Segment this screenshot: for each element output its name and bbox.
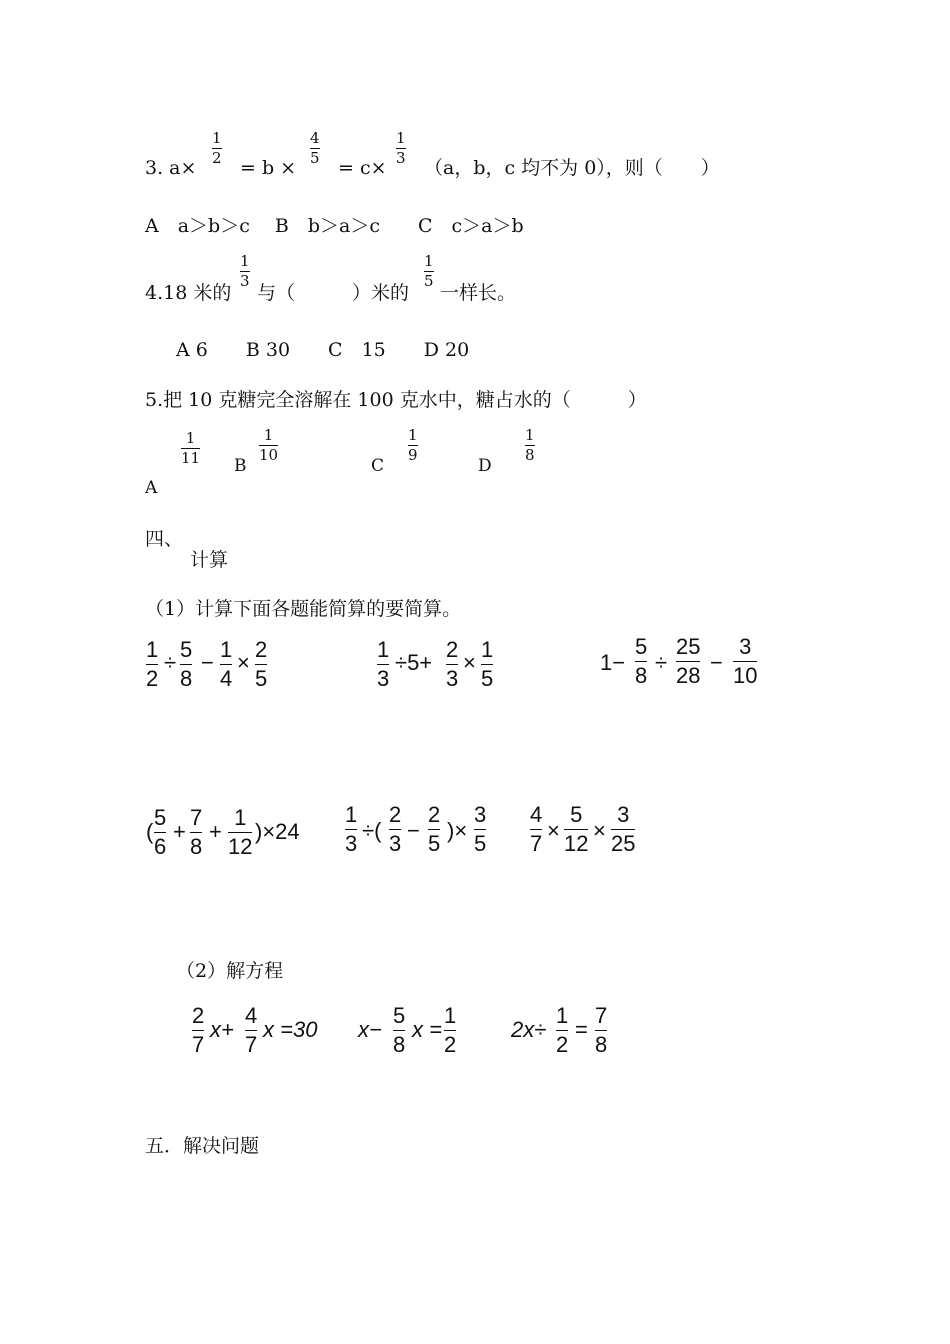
q5-option-a-fraction (181, 431, 200, 466)
q4-options: A 6 B 30 C 15 D 20 (176, 339, 470, 361)
operator: + (173, 819, 186, 844)
fraction-bar (180, 664, 192, 665)
numerator: 1 (481, 637, 494, 662)
fraction-bar (377, 664, 389, 665)
operator: )×24 (255, 819, 300, 844)
equation-term: = (575, 1017, 588, 1042)
denominator: 8 (180, 666, 193, 691)
denominator: 10 (733, 663, 758, 688)
denominator: 2 (556, 1032, 569, 1057)
fraction-bar (474, 829, 486, 830)
numerator: 1 (424, 252, 434, 270)
numerator: 1 (234, 805, 247, 830)
fraction (446, 639, 458, 690)
equation-term: x− (358, 1017, 382, 1042)
fraction (556, 1005, 568, 1056)
q5-option-b-label: B (234, 456, 247, 476)
numerator: 1 (345, 802, 358, 827)
operator: × (593, 818, 606, 843)
numerator: 5 (635, 634, 648, 659)
operator: ÷5+ (395, 650, 433, 675)
operator: )× (447, 818, 468, 843)
denominator: 6 (154, 834, 167, 859)
numerator: 1 (525, 426, 535, 444)
numerator: 1 (185, 429, 196, 447)
denominator: 7 (245, 1032, 258, 1057)
fraction (444, 1005, 456, 1056)
denominator: 2 (146, 666, 159, 691)
equation-term: 2x÷ (511, 1017, 547, 1042)
fraction (154, 807, 166, 858)
denominator: 5 (424, 272, 434, 290)
fraction-bar (611, 829, 635, 830)
q4-suffix: 一样长。 (440, 282, 517, 304)
q3-prefix: 3. a× (145, 157, 197, 179)
numerator: 4 (245, 1003, 258, 1028)
q3-options: A a＞b＞c B b＞a＞c C c＞a＞b (145, 215, 524, 237)
denominator: 11 (181, 449, 201, 467)
operator: × (463, 650, 476, 675)
fraction-bar (345, 829, 357, 830)
section-4-title: 计算 (190, 549, 229, 571)
fraction (190, 807, 202, 858)
operator: − (710, 650, 723, 675)
fraction-bar (595, 1030, 607, 1031)
operator: × (547, 818, 560, 843)
fraction-bar (220, 664, 232, 665)
equation-term: x+ (210, 1017, 234, 1042)
denominator: 10 (259, 446, 279, 464)
fraction-bar (255, 664, 267, 665)
denominator: 12 (228, 834, 253, 859)
numerator: 25 (676, 634, 701, 659)
numerator: 4 (310, 129, 320, 147)
numerator: 1 (240, 252, 250, 270)
numerator: 3 (617, 802, 630, 827)
fraction (530, 804, 542, 855)
q3-suffix: （a，b，c 均不为 0），则（ ） (424, 157, 720, 179)
numerator: 1 (408, 426, 418, 444)
numerator: 1 (444, 1003, 457, 1028)
section-4-part-2: （2）解方程 (176, 960, 284, 982)
fraction-bar (530, 829, 542, 830)
fraction-bar (444, 1030, 456, 1031)
q3-equals-b: = b × (240, 157, 297, 179)
denominator: 3 (240, 272, 250, 290)
numerator: 2 (192, 1003, 205, 1028)
numerator: 5 (180, 637, 193, 662)
numerator: 5 (154, 805, 167, 830)
operator: ÷( (362, 818, 382, 843)
q3-fraction-1 (212, 131, 222, 166)
q4-prefix: 4.18 米的 (145, 282, 232, 304)
denominator: 25 (611, 831, 636, 856)
fraction-bar (192, 1030, 204, 1031)
fraction (611, 804, 635, 855)
fraction (245, 1005, 257, 1056)
fraction-bar (393, 1030, 405, 1031)
numerator: 3 (739, 634, 752, 659)
q5-option-c-fraction (408, 428, 418, 463)
denominator: 9 (408, 446, 418, 464)
denominator: 2 (444, 1032, 457, 1057)
denominator: 3 (389, 831, 402, 856)
fraction (345, 804, 357, 855)
fraction-bar (733, 661, 757, 662)
denominator: 8 (190, 834, 203, 859)
q4-fraction-2 (424, 254, 434, 289)
numerator: 3 (474, 802, 487, 827)
operator: − (407, 818, 420, 843)
fraction (389, 804, 401, 855)
denominator: 5 (310, 149, 320, 167)
q5-option-a-label: A (145, 478, 158, 498)
q5-option-b-fraction (259, 428, 278, 463)
denominator: 8 (635, 663, 648, 688)
fraction (377, 639, 389, 690)
denominator: 4 (220, 666, 233, 691)
fraction (676, 636, 700, 687)
equation-term: x = (412, 1017, 442, 1042)
numerator: 2 (446, 637, 459, 662)
numerator: 2 (255, 637, 268, 662)
numerator: 5 (393, 1003, 406, 1028)
numerator: 7 (595, 1003, 608, 1028)
denominator: 5 (474, 831, 487, 856)
q5-text: 5.把 10 克糖完全溶解在 100 克水中，糖占水的（ ） (145, 389, 647, 411)
numerator: 1 (556, 1003, 569, 1028)
q3-fraction-3 (396, 131, 406, 166)
numerator: 5 (570, 802, 583, 827)
numerator: 1 (396, 129, 406, 147)
fraction-bar (446, 664, 458, 665)
numerator: 1 (212, 129, 222, 147)
section-4-number: 四、 (145, 528, 184, 550)
q5-option-d-label: D (478, 456, 492, 476)
fraction (564, 804, 588, 855)
fraction-bar (190, 832, 202, 833)
denominator: 3 (446, 666, 459, 691)
fraction-bar (228, 832, 252, 833)
operator: ÷ (164, 650, 177, 675)
q3-equals-c: = c× (338, 157, 387, 179)
open-paren: ( (146, 819, 154, 844)
fraction-bar (564, 829, 588, 830)
fraction-bar (389, 829, 401, 830)
q3-fraction-2 (310, 131, 320, 166)
denominator: 8 (595, 1032, 608, 1057)
fraction (474, 804, 486, 855)
fraction (255, 639, 267, 690)
fraction (228, 807, 252, 858)
denominator: 5 (481, 666, 494, 691)
denominator: 5 (428, 831, 441, 856)
denominator: 8 (525, 446, 535, 464)
denominator: 3 (345, 831, 358, 856)
numerator: 1 (146, 637, 159, 662)
denominator: 3 (377, 666, 390, 691)
operator: × (237, 650, 250, 675)
fraction (428, 804, 440, 855)
fraction (192, 1005, 204, 1056)
operator: − (201, 650, 214, 675)
numerator: 2 (389, 802, 402, 827)
fraction (180, 639, 192, 690)
denominator: 28 (676, 663, 701, 688)
operator: + (209, 819, 222, 844)
fraction (733, 636, 757, 687)
operator: 1− (600, 650, 626, 675)
denominator: 2 (212, 149, 222, 167)
denominator: 8 (393, 1032, 406, 1057)
numerator: 1 (377, 637, 390, 662)
fraction (635, 636, 647, 687)
fraction-bar (635, 661, 647, 662)
q4-middle: 与（ ）米的 (257, 282, 410, 304)
fraction (481, 639, 493, 690)
operator: ÷ (655, 650, 668, 675)
equation-term: x =30 (263, 1017, 318, 1042)
fraction (146, 639, 158, 690)
denominator: 7 (192, 1032, 205, 1057)
fraction-bar (428, 829, 440, 830)
fraction (595, 1005, 607, 1056)
fraction-bar (481, 664, 493, 665)
fraction-bar (146, 664, 158, 665)
q4-fraction-1 (240, 254, 250, 289)
denominator: 12 (564, 831, 589, 856)
section-5-title: 五．解决问题 (145, 1135, 260, 1157)
numerator: 1 (263, 426, 274, 444)
fraction (393, 1005, 405, 1056)
denominator: 7 (530, 831, 543, 856)
numerator: 7 (190, 805, 203, 830)
q5-option-c-label: C (371, 456, 385, 476)
fraction (220, 639, 232, 690)
numerator: 1 (220, 637, 233, 662)
fraction-bar (556, 1030, 568, 1031)
q5-option-d-fraction (525, 428, 535, 463)
fraction-bar (676, 661, 700, 662)
section-4-part-1: （1）计算下面各题能简算的要简算。 (145, 598, 462, 620)
fraction-bar (245, 1030, 257, 1031)
numerator: 4 (530, 802, 543, 827)
denominator: 5 (255, 666, 268, 691)
fraction-bar (154, 832, 166, 833)
numerator: 2 (428, 802, 441, 827)
denominator: 3 (396, 149, 406, 167)
